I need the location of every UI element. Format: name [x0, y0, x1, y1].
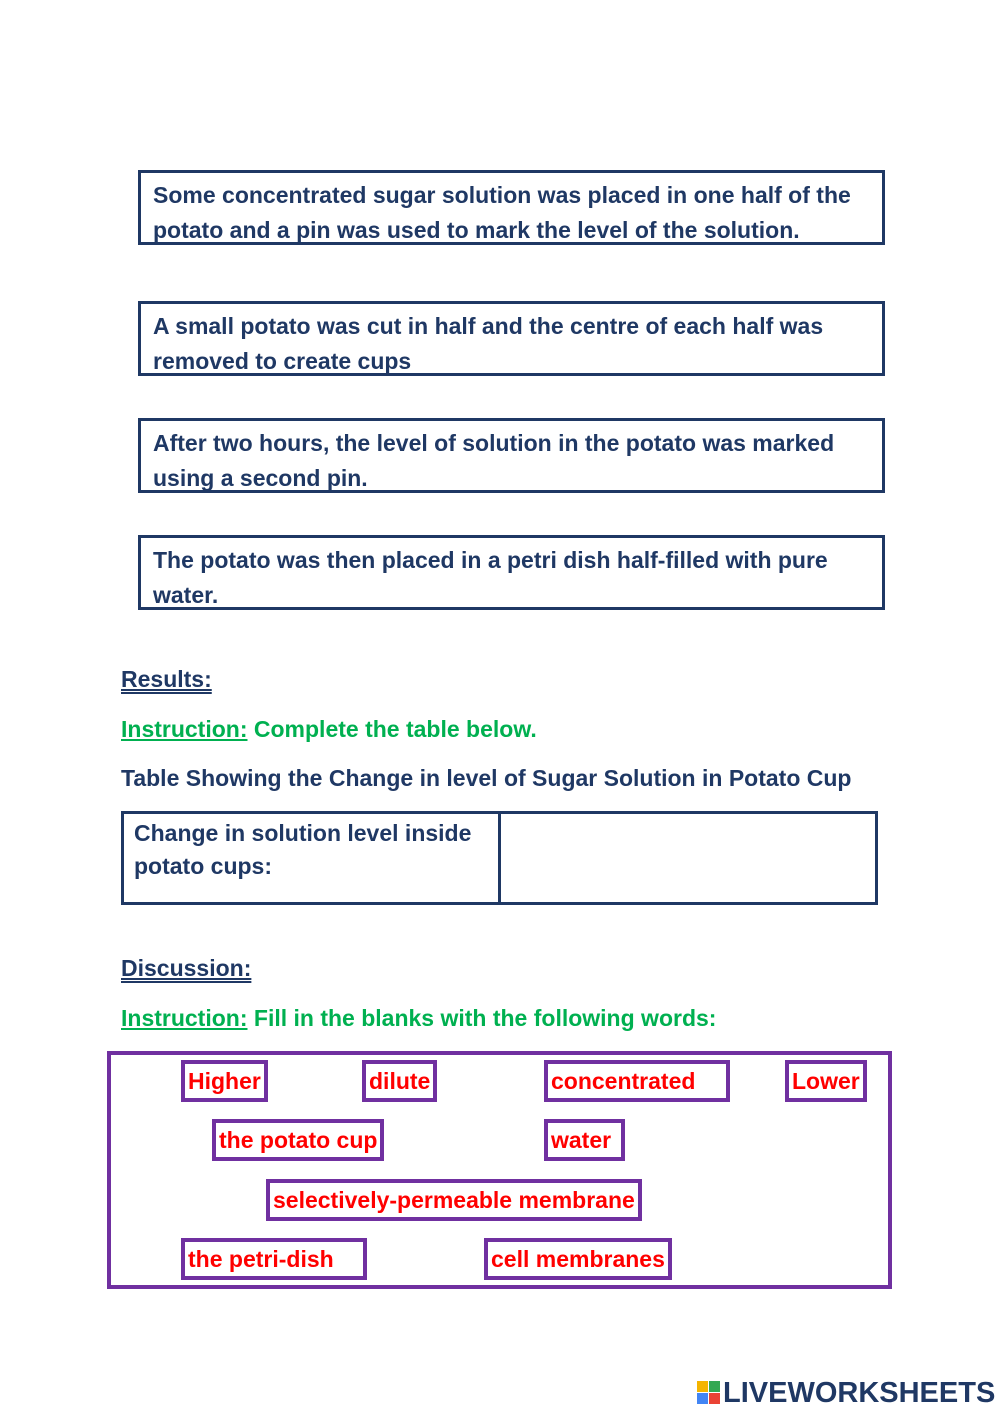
word-chip-the-petri-dish[interactable]: the petri-dish — [181, 1238, 367, 1280]
word-chip-selectively-permeable-membrane[interactable]: selectively-permeable membrane — [266, 1179, 642, 1221]
word-chip-higher[interactable]: Higher — [181, 1060, 268, 1102]
procedure-step-text: Some concentrated sugar solution was placed in one half of the potato and a pin was used to mark the level of the solution. — [153, 182, 851, 243]
results-instruction-text: Complete the table below. — [247, 716, 537, 742]
procedure-step-box — [138, 301, 885, 376]
liveworksheets-logo-icon — [697, 1381, 721, 1405]
discussion-heading: Discussion: — [121, 955, 252, 981]
procedure-step-text: After two hours, the level of solution in the potato was marked using a second pin. — [153, 430, 835, 491]
word-chip-water[interactable]: water — [544, 1119, 625, 1161]
table-caption: Table Showing the Change in level of Sugar Solution in Potato Cup — [121, 765, 852, 791]
word-chip-concentrated[interactable]: concentrated — [544, 1060, 730, 1102]
word-chip-cell-membranes[interactable]: cell membranes — [484, 1238, 672, 1280]
procedure-step-text: The potato was then placed in a petri dish half-filled with pure water. — [153, 547, 828, 608]
discussion-instruction-text: Fill in the blanks with the following words: — [247, 1005, 717, 1031]
word-chip-dilute[interactable]: dilute — [362, 1060, 437, 1102]
results-heading: Results: — [121, 666, 212, 692]
results-instruction — [121, 716, 537, 743]
procedure-step-box — [138, 170, 885, 245]
discussion-instruction — [121, 1005, 716, 1032]
results-table — [121, 811, 878, 905]
discussion-instruction-label: Instruction: — [121, 1005, 248, 1031]
liveworksheets-logo — [697, 1373, 995, 1413]
logo-text: LIVEWORKSHEETS — [723, 1376, 996, 1409]
word-chip-the-potato-cup[interactable]: the potato cup — [212, 1119, 384, 1161]
procedure-step-box — [138, 535, 885, 610]
table-answer-cell[interactable] — [501, 814, 875, 902]
results-instruction-label: Instruction: — [121, 716, 248, 742]
table-label-cell: Change in solution level inside potato cups: — [124, 814, 501, 902]
word-chip-lower[interactable]: Lower — [785, 1060, 867, 1102]
procedure-step-box — [138, 418, 885, 493]
procedure-step-text: A small potato was cut in half and the centre of each half was removed to create cups — [153, 313, 824, 374]
